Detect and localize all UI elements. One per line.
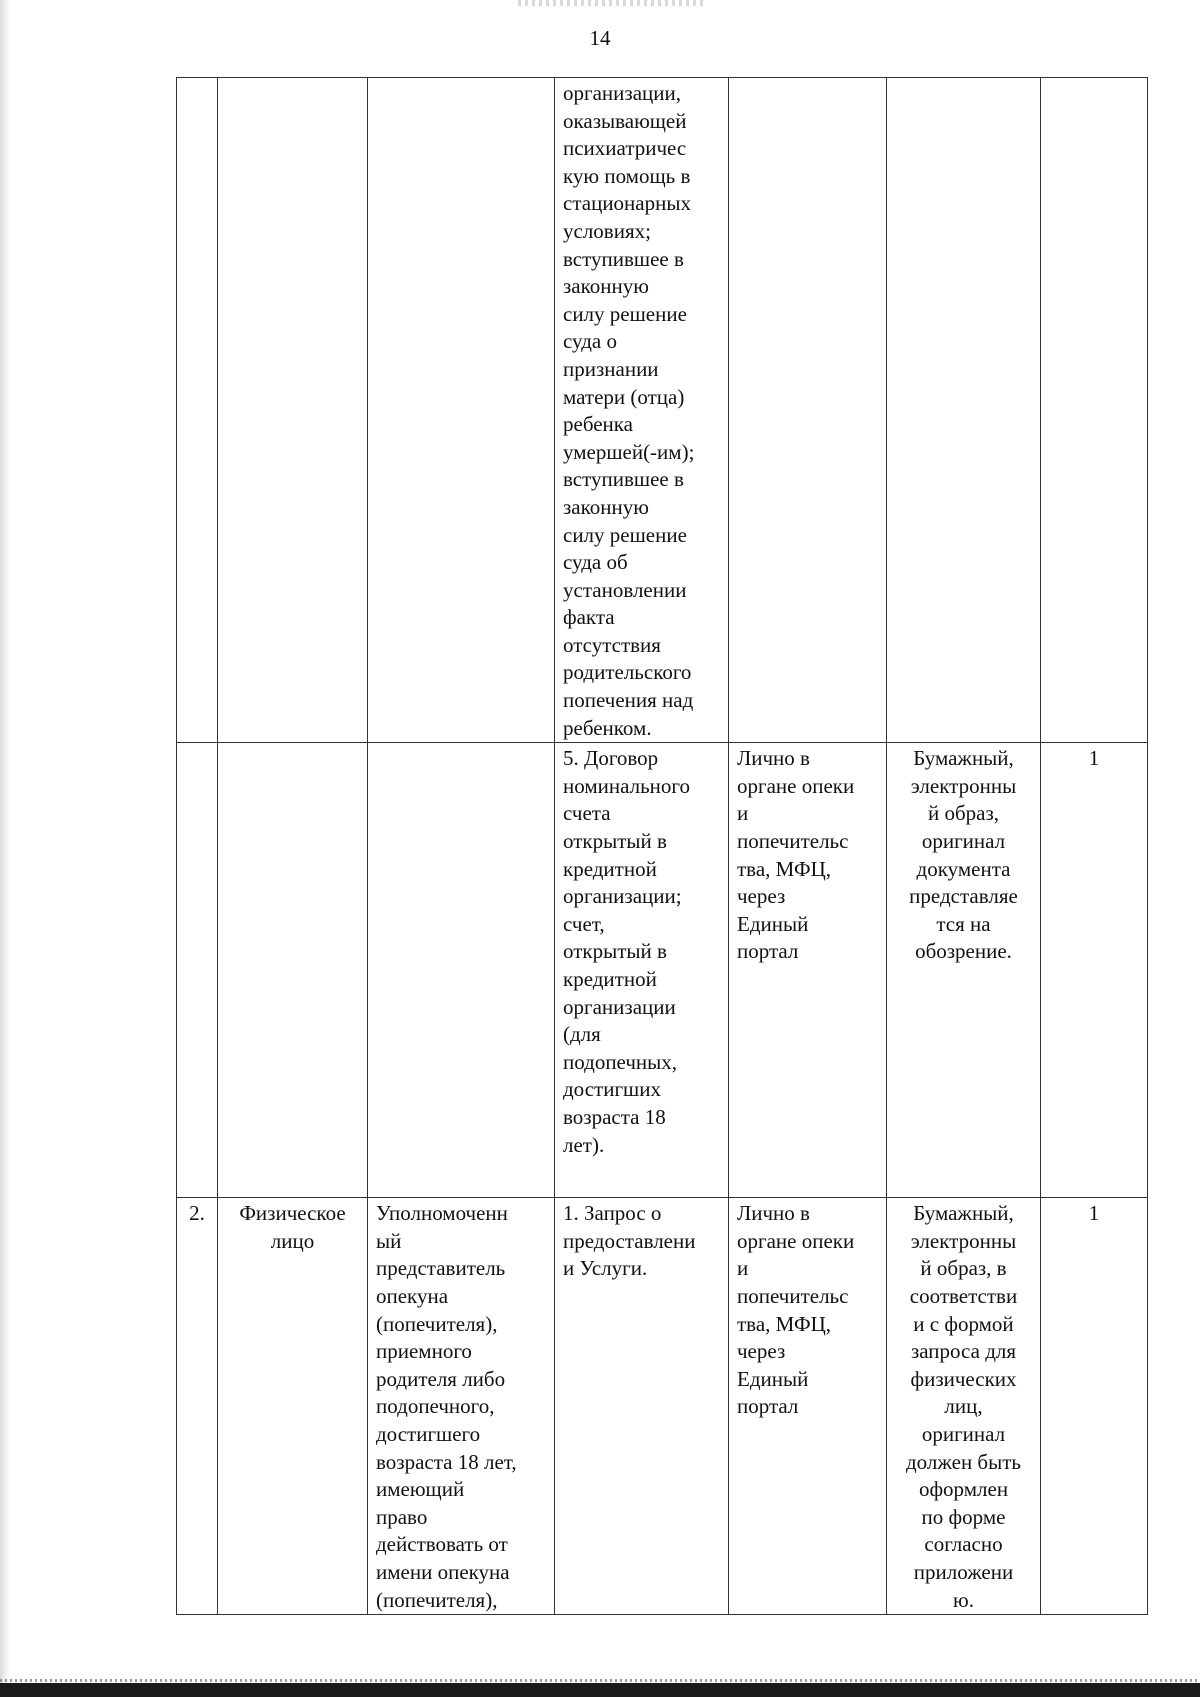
cell-representative — [368, 78, 555, 743]
documents-table — [176, 77, 1148, 1615]
cell-number — [177, 78, 218, 743]
cell-copies-count: 1 — [1041, 743, 1148, 1198]
cell-applicant-category — [218, 78, 368, 743]
cell-representative — [368, 743, 555, 1198]
cell-number — [177, 743, 218, 1198]
scan-bottom-edge — [0, 1683, 1200, 1697]
cell-number: 2. — [177, 1198, 218, 1615]
cell-document-form: Бумажный, электронны й образ, в соответстви и с формой запроса для физических лиц, оригинал должен быть оформлен по форме согласно приложени ю. — [887, 1198, 1041, 1615]
cell-representative: Уполномоченн ый представитель опекуна (попечителя), приемного родителя либо подопечного, достигшего возраста 18 лет, имеющий право действовать от имени опекуна (попечителя), — [368, 1198, 555, 1615]
table-row — [177, 743, 1148, 1198]
table-row — [177, 78, 1148, 743]
cell-copies-count: 1 — [1041, 1198, 1148, 1615]
cell-submission-method — [729, 78, 887, 743]
cell-submission-method: Лично в органе опеки и попечительс тва, МФЦ, через Единый портал — [729, 743, 887, 1198]
cell-submission-method: Лично в органе опеки и попечительс тва, МФЦ, через Единый портал — [729, 1198, 887, 1615]
table-row — [177, 1198, 1148, 1615]
cell-applicant-category: Физическое лицо — [218, 1198, 368, 1615]
cell-document: организации, оказывающей психиатричес кую помощь в стационарных условиях; вступившее в законную силу решение суда о признании матери (отца) ребенка умершей(-им); вступившее в законную силу решение суда об установлении факта отсутствия родительского попечения над ребенком. — [555, 78, 729, 743]
cell-copies-count — [1041, 78, 1148, 743]
page-number: 14 — [589, 26, 611, 50]
cell-document-form: Бумажный, электронны й образ, оригинал документа представляе тся на обозрение. — [887, 743, 1041, 1198]
scan-left-shade — [0, 0, 10, 1697]
cell-document: 1. Запрос о предоставлени и Услуги. — [555, 1198, 729, 1615]
cell-document-form — [887, 78, 1041, 743]
cell-applicant-category — [218, 743, 368, 1198]
cell-document: 5. Договор номинального счета открытый в кредитной организации; счет, открытый в кредитной организации (для подопечных, достигших возраста 18 лет). — [555, 743, 729, 1198]
scan-top-smudge — [518, 0, 703, 6]
